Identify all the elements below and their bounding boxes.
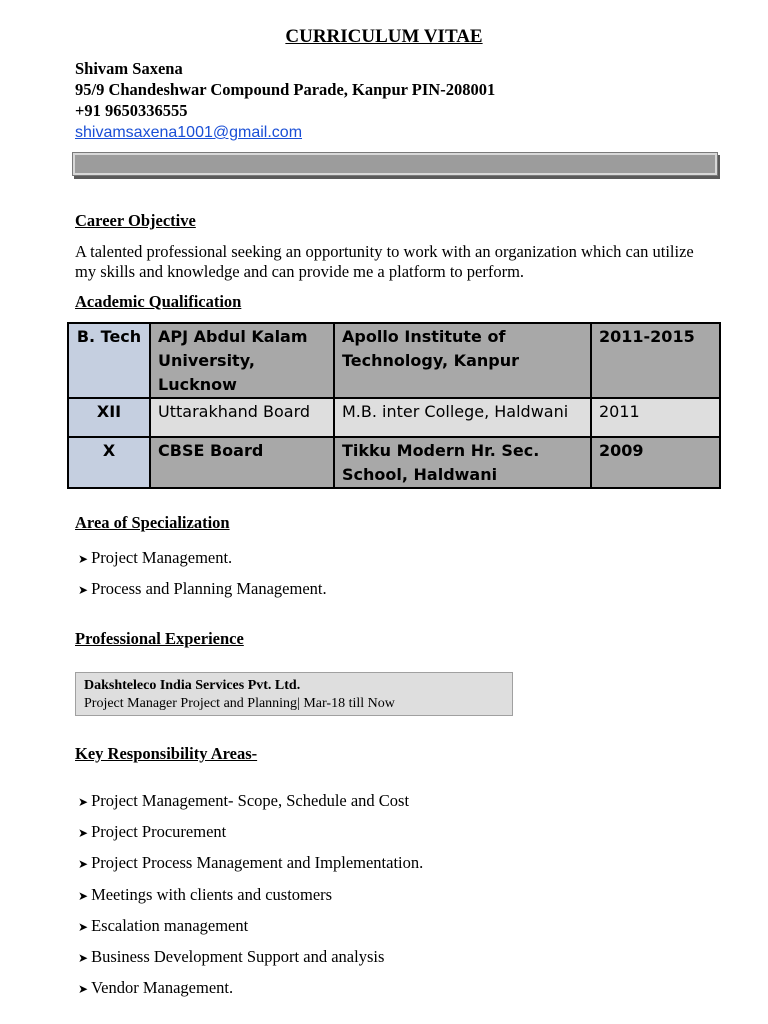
career-objective-text: A talented professional seeking an opportunity to work with an organization which can utilize my skills and knowledge and can provide me a platform to perform. bbox=[75, 242, 694, 281]
arrowhead-bullet-icon: ➤ bbox=[78, 951, 89, 966]
table-row bbox=[68, 437, 720, 488]
board-cell: APJ Abdul Kalam University, Lucknow bbox=[150, 323, 334, 398]
header-divider-bar bbox=[72, 152, 718, 176]
list-item: ➤ Escalation management bbox=[78, 911, 423, 942]
degree-cell: XII bbox=[68, 398, 150, 437]
career-objective-heading: Career Objective bbox=[75, 211, 196, 230]
institute-cell: Apollo Institute of Technology, Kanpur bbox=[334, 323, 591, 398]
list-item: ➤ Project Management- Scope, Schedule and Cost bbox=[78, 786, 423, 817]
list-item: ➤ Project Procurement bbox=[78, 817, 423, 848]
experience-box bbox=[75, 672, 513, 716]
email-link[interactable]: shivamsaxena1001@gmail.com bbox=[75, 124, 303, 141]
year-cell: 2011 bbox=[591, 398, 720, 437]
arrowhead-bullet-icon: ➤ bbox=[78, 826, 89, 841]
institute-cell: M.B. inter College, Haldwani bbox=[334, 398, 591, 437]
job-role: Project Manager Project and Planning| Mar-18 till Now bbox=[84, 696, 395, 711]
list-item: ➤ Project Process Management and Implementation. bbox=[78, 848, 423, 879]
year-cell: 2011-2015 bbox=[591, 323, 720, 398]
table-row bbox=[68, 323, 720, 398]
academic-heading: Academic Qualification bbox=[75, 292, 242, 311]
institute-cell: Tikku Modern Hr. Sec. School, Haldwani bbox=[334, 437, 591, 488]
arrowhead-bullet-icon: ➤ bbox=[78, 552, 89, 566]
arrowhead-bullet-icon: ➤ bbox=[78, 583, 89, 597]
degree-cell: X bbox=[68, 437, 150, 488]
responsibilities-list bbox=[78, 786, 423, 1004]
phone-number: +91 9650336555 bbox=[75, 101, 188, 120]
list-item: ➤ Meetings with clients and customers bbox=[78, 880, 423, 911]
academic-table bbox=[67, 322, 721, 489]
arrowhead-bullet-icon: ➤ bbox=[78, 888, 89, 903]
responsibilities-heading: Key Responsibility Areas- bbox=[75, 744, 258, 763]
company-name: Dakshteleco India Services Pvt. Ltd. bbox=[84, 678, 301, 693]
specialization-heading: Area of Specialization bbox=[75, 513, 230, 532]
contact-block bbox=[75, 58, 495, 143]
specialization-list bbox=[78, 543, 327, 605]
list-item: ➤ Vendor Management. bbox=[78, 973, 423, 1004]
candidate-name: Shivam Saxena bbox=[75, 59, 183, 78]
address: 95/9 Chandeshwar Compound Parade, Kanpur PIN-208001 bbox=[75, 80, 496, 99]
list-item: ➤ Project Management. bbox=[78, 543, 327, 574]
list-item: ➤ Business Development Support and analysis bbox=[78, 942, 423, 973]
arrowhead-bullet-icon: ➤ bbox=[78, 919, 89, 934]
arrowhead-bullet-icon: ➤ bbox=[78, 795, 89, 809]
experience-heading: Professional Experience bbox=[75, 629, 244, 648]
year-cell: 2009 bbox=[591, 437, 720, 488]
table-row bbox=[68, 398, 720, 437]
document-title: CURRICULUM VITAE bbox=[285, 26, 483, 47]
board-cell: CBSE Board bbox=[150, 437, 334, 488]
board-cell: Uttarakhand Board bbox=[150, 398, 334, 437]
arrowhead-bullet-icon: ➤ bbox=[78, 982, 89, 997]
degree-cell: B. Tech bbox=[68, 323, 150, 398]
arrowhead-bullet-icon: ➤ bbox=[78, 857, 89, 872]
list-item: ➤ Process and Planning Management. bbox=[78, 574, 327, 605]
